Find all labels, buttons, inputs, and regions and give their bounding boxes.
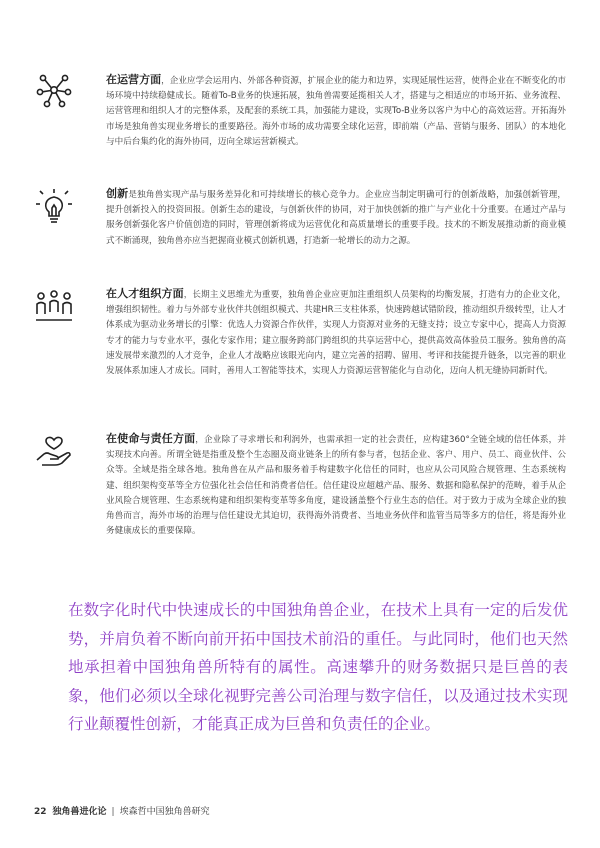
page-footer — [34, 804, 210, 817]
responsibility-lead: 在使命与责任方面 — [106, 432, 196, 445]
operations-lead: 在运营方面 — [106, 73, 162, 86]
lightbulb-icon — [34, 186, 74, 226]
report-title: 独角兽进化论 — [52, 807, 107, 817]
talent-paragraph — [106, 286, 566, 379]
footer-separator: | — [111, 807, 115, 817]
innovation-text: 是独角兽实现产品与服务差异化和可持续增长的核心竞争力。企业应当制定明确可行的创新战略，加强创新管理，提升创新投入的投资回报。创新生态的建设，与创新伙伴的协同，对于加快创新的推广与产业化十分重要。在通过产品与服务创新强化客户价值创造的同时，管理创新将成为运营优化和高质量增长的重要手段。技术的不断发展推动新的商业模式不断涌现，独角兽亦应当把握商业模式创新机遇，打造新一轮增长的动力之源。 — [106, 190, 566, 246]
talent-lead: 在人才组织方面 — [106, 287, 184, 300]
page-number: 22 — [34, 807, 47, 817]
people-group-icon — [34, 286, 74, 326]
publisher-name: 埃森哲中国独角兽研究 — [119, 807, 210, 817]
hand-heart-icon — [34, 430, 74, 470]
innovation-lead: 创新 — [106, 187, 129, 200]
talent-text: ，长期主义思维尤为重要，独角兽企业应更加注重组织人员架构的均衡发展，打造有力的企业文化，增强组织韧性。着力与外部专业伙伴共创组织模式、共建HR三支柱体系，快速跨越试错阶段，推动组织升级转型，让人才体系成为驱动业务增长的引擎：优选人力资源合作伙伴，实现人力资源对业务的无缝支持；设立专家中心，提高人力资源专才的能力与专业水平，强化专家作用；建立服务跨部门跨组织的共享运营中心，提供高效高体验员工服务。独角兽的高速发展带来激烈的人才竞争，企业人才战略应该眼光向内，建立完善的招聘、留用、考评和技能提升链条，以完善的职业发展体系加速人才成长。同时，善用人工智能等技术，实现人力资源运营智能化与自动化，迈向人机无缝协同新时代。 — [106, 290, 566, 377]
highlight-paragraph: 在数字化时代中快速成长的中国独角兽企业，在技术上具有一定的后发优势，并肩负着不断向前开拓中国技术前沿的重任。与此同时，他们也天然地承担着中国独角兽所特有的属性。高速攀升的财务数据只是巨兽的表象，他们必须以全球化视野完善公司治理与数字信任，以及通过技术实现行业颠覆性创新，才能真正成为巨兽和负责任的企业。 — [68, 601, 568, 733]
operations-paragraph — [106, 72, 566, 150]
network-nodes-icon — [34, 70, 74, 110]
responsibility-text: ，企业除了寻求增长和利润外，也需承担一定的社会责任，应构建360°全链全域的信任体系，并实现技术向善。所谓全链是指重及整个生态圈及商业链条上的所有参与者，包括企业、客户、用户、员工、商业伙伴、公众等。全域是指全球各地。独角兽在从产品和服务着手构建数字化信任的同时，也应从公司风险合规管理、生态系统构建、组织架构变革等全方位强化社会信任和消费者信任。信任建设应超越产品、服务、数据和隐私保护的范畴，着手从企业风险合规管理、生态系统构建和组织架构变革等多角度，建设涵盖整个行业生态的信任。对于致力于成为全球企业的独角兽而言，海外市场的治理与信任建设尤其迫切，获得海外消费者、当地业务伙伴和监管当局等多方的信任，将是海外业务健康成长的重要保障。 — [106, 435, 567, 537]
innovation-paragraph — [106, 186, 566, 249]
operations-text: ，企业应学会运用内、外部各种资源，扩展企业的能力和边界，实现延展性运营，使得企业在不断变化的市场环境中持续稳健成长。随着To-B业务的快速拓展，独角兽需要延揽相关人才，搭建与之相适应的市场开拓、业务流程、运营管理和组织人才的完整体系，及配套的系统工具，加强能力建设，实现To-B业务以客户为中心的高效运营。开拓海外市场是独角兽实现业务增长的重要路径。海外市场的成功需要全球化运营，即前端（产品、营销与服务、团队）的本地化与中后台集约化的海外协同，迈向全球运营新模式。 — [106, 76, 566, 147]
responsibility-paragraph — [106, 431, 566, 539]
